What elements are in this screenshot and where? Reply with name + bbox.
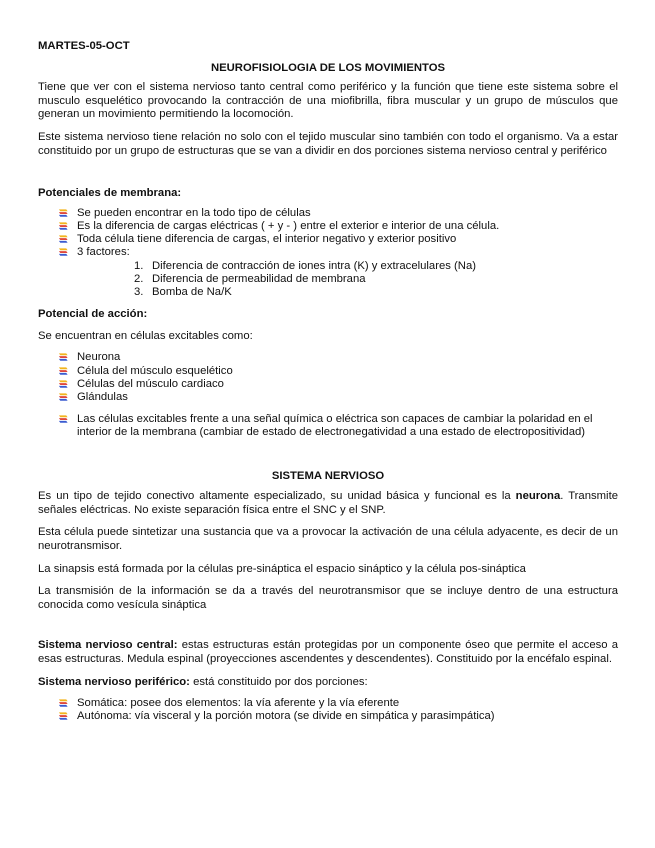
action-note-list xyxy=(38,413,618,439)
central-nervous-paragraph: Sistema nervioso central: estas estructuras están protegidas por un componente óseo que permite el acceso a esas estructuras. Medula espinal (proyecciones ascendentes y descendentes). Constituido por la encéfalo espinal. xyxy=(38,639,618,665)
bullet-icon xyxy=(58,392,69,403)
list-item: Célula del músculo esquelético xyxy=(58,365,618,378)
bullet-icon xyxy=(58,247,69,258)
peripheral-nervous-paragraph: Sistema nervioso periférico: está constituido por dos porciones: xyxy=(38,675,368,688)
intro-paragraph-2: Este sistema nervioso tiene relación no solo con el tejido muscular sino también con todo el organismo. Va a estar constituido por un grupo de estructuras que se van a dividir en dos porciones sistema nervioso central y periférico xyxy=(38,130,618,157)
date-header: MARTES-05-OCT xyxy=(38,40,130,52)
list-item: Toda célula tiene diferencia de cargas, el interior negativo y exterior positivo xyxy=(58,233,618,246)
membrane-list xyxy=(38,207,618,260)
bullet-icon xyxy=(58,698,69,709)
list-item: Células del músculo cardiaco xyxy=(58,378,618,391)
peripheral-list xyxy=(38,697,618,723)
nervous-paragraph-2: Esta célula puede sintetizar una sustancia que va a provocar la activación de una célula adyacente, es decir de un neurotransmisor. xyxy=(38,526,618,552)
list-item: Las células excitables frente a una señal química o eléctrica son capaces de cambiar la polaridad en el interior de la membrana (cambiar de estado de electronegatividad a una estado de electropositividad) xyxy=(58,413,618,439)
nervous-system-heading: SISTEMA NERVIOSO xyxy=(271,469,385,482)
list-item: 1. Diferencia de contracción de iones intra (K) y extracelulares (Na) xyxy=(134,259,476,272)
document-page xyxy=(38,40,618,724)
list-item: Somática: posee dos elementos: la vía aferente y la vía eferente xyxy=(58,697,618,710)
list-item: 3. Bomba de Na/K xyxy=(134,285,232,298)
list-item: Se pueden encontrar en la todo tipo de células xyxy=(58,207,618,220)
membrane-heading: Potenciales de membrana: xyxy=(38,187,182,200)
bullet-icon xyxy=(58,414,69,425)
bullet-icon xyxy=(58,352,69,363)
list-item: Es la diferencia de cargas eléctricas ( + y - ) entre el exterior e interior de una célula. xyxy=(58,220,618,233)
bullet-icon xyxy=(58,221,69,232)
bullet-icon xyxy=(58,366,69,377)
nervous-paragraph-4: La transmisión de la información se da a través del neurotransmisor que se incluye dentro de una estructura conocida como vesícula sináptica xyxy=(38,585,618,611)
list-item: 2. Diferencia de permeabilidad de membrana xyxy=(134,272,366,285)
action-heading: Potencial de acción: xyxy=(38,308,148,321)
list-item: Neurona xyxy=(58,351,618,364)
factors-list xyxy=(38,260,618,300)
bullet-icon xyxy=(58,379,69,390)
list-item: Autónoma: vía visceral y la porción motora (se divide en simpática y parasimpática) xyxy=(58,710,618,723)
bullet-icon xyxy=(58,234,69,245)
action-lead: Se encuentran en células excitables como: xyxy=(38,329,253,342)
list-item: 3 factores: xyxy=(58,246,618,259)
page-title: NEUROFISIOLOGIA DE LOS MOVIMIENTOS xyxy=(210,61,446,74)
nervous-paragraph-1: Es un tipo de tejido conectivo altamente especializado, su unidad básica y funcional es la neurona. Transmite señales eléctricas. No existe separación física entre el SNC y el SNP. xyxy=(38,490,618,516)
bullet-icon xyxy=(58,208,69,219)
list-item: Glándulas xyxy=(58,391,618,404)
excitable-cells-list xyxy=(38,351,618,404)
nervous-paragraph-3: La sinapsis está formada por la células pre-sináptica el espacio sináptico y la célula pos-sináptica xyxy=(38,562,526,575)
intro-paragraph-1: Tiene que ver con el sistema nervioso tanto central como periférico y la función que tiene este sistema sobre el musculo esquelético provocando la contracción de una miofibrilla, fibra muscular y un grupo de músculos que generan un movimiento permitiendo la locomoción. xyxy=(38,81,618,121)
bullet-icon xyxy=(58,711,69,722)
